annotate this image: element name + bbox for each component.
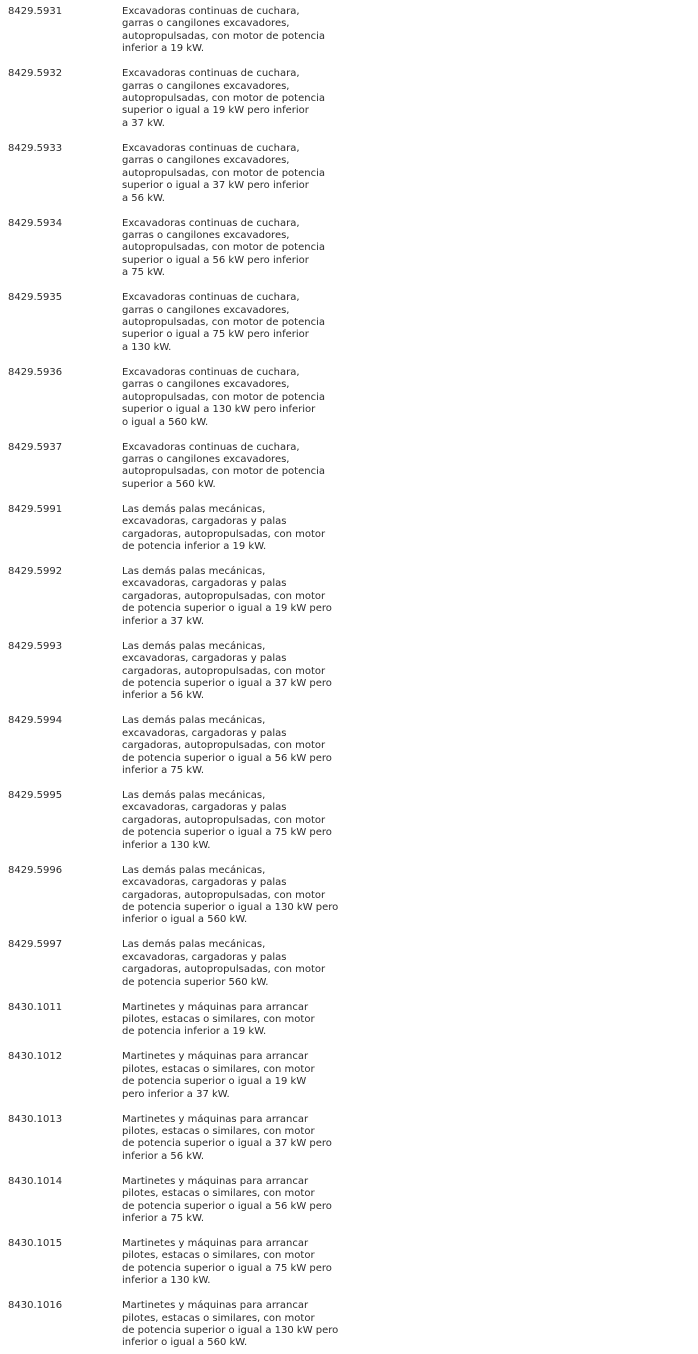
description-line: inferior a 130 kW. (122, 839, 211, 851)
table-row (8, 865, 698, 940)
description-line: cargadoras, autopropulsadas, con motor (122, 814, 326, 826)
tariff-code: 8429.5932 (8, 68, 63, 80)
tariff-description (122, 442, 382, 492)
tariff-code: 8430.1016 (8, 1300, 63, 1312)
description-line: de potencia superior o igual a 130 kW pero (122, 901, 339, 913)
table-row (8, 292, 698, 367)
table-row (8, 1051, 698, 1113)
tariff-description (122, 68, 382, 130)
description-line: superior o igual a 56 kW pero inferior (122, 254, 309, 266)
tariff-description (122, 1002, 382, 1039)
tariff-description (122, 504, 382, 554)
description-line: Excavadoras continuas de cuchara, (122, 292, 300, 304)
description-line: garras o cangilones excavadores, (122, 80, 290, 92)
description-line: autopropulsadas, con motor de potencia (122, 242, 325, 254)
tariff-code: 8429.5933 (8, 142, 63, 154)
tariff-description (122, 1300, 382, 1350)
table-row (8, 6, 698, 68)
table-row (8, 1176, 698, 1238)
description-line: excavadoras, cargadoras y palas (122, 877, 287, 889)
description-line: inferior a 19 kW. (122, 43, 205, 55)
description-line: autopropulsadas, con motor de potencia (122, 391, 325, 403)
table-row (8, 1300, 698, 1350)
description-line: cargadoras, autopropulsadas, con motor (122, 889, 326, 901)
table-row (8, 715, 698, 790)
description-line: autopropulsadas, con motor de potencia (122, 317, 325, 329)
description-line: de potencia superior o igual a 56 kW pero (122, 752, 332, 764)
tariff-code: 8429.5937 (8, 441, 63, 453)
description-line: Excavadoras continuas de cuchara, (122, 6, 300, 17)
tariff-code: 8429.5991 (8, 503, 63, 515)
description-line: superior o igual a 19 kW pero inferior (122, 105, 309, 117)
tariff-description (122, 1051, 382, 1101)
description-line: pilotes, estacas o similares, con motor (122, 1312, 315, 1324)
description-line: de potencia superior 560 kW. (122, 976, 269, 988)
description-line: inferior a 75 kW. (122, 765, 205, 776)
description-line: excavadoras, cargadoras y palas (122, 951, 287, 963)
tariff-description (122, 292, 382, 354)
description-line: Las demás palas mecánicas, (122, 640, 266, 652)
description-line: inferior o igual a 560 kW. (122, 1337, 248, 1349)
description-line: garras o cangilones excavadores, (122, 155, 290, 167)
tariff-code: 8430.1015 (8, 1237, 63, 1249)
description-line: pilotes, estacas o similares, con motor (122, 1250, 315, 1262)
tariff-code: 8429.5935 (8, 292, 63, 304)
description-line: a 75 kW. (122, 267, 165, 279)
description-line: pilotes, estacas o similares, con motor (122, 1014, 315, 1026)
description-line: de potencia superior o igual a 37 kW pero (122, 1138, 332, 1150)
tariff-code: 8429.5931 (8, 6, 63, 17)
description-line: pilotes, estacas o similares, con motor (122, 1188, 315, 1200)
description-line: inferior a 75 kW. (122, 1213, 205, 1225)
tariff-code: 8430.1013 (8, 1113, 63, 1125)
description-line: cargadoras, autopropulsadas, con motor (122, 590, 326, 602)
description-line: de potencia superior o igual a 19 kW (122, 1076, 307, 1088)
description-line: Excavadoras continuas de cuchara, (122, 217, 300, 229)
description-line: Martinetes y máquinas para arrancar (122, 1237, 309, 1249)
description-line: Las demás palas mecánicas, (122, 566, 266, 577)
description-line: autopropulsadas, con motor de potencia (122, 466, 325, 478)
description-line: pilotes, estacas o similares, con motor (122, 1126, 315, 1138)
description-line: pilotes, estacas o similares, con motor (122, 1063, 315, 1075)
description-line: cargadoras, autopropulsadas, con motor (122, 665, 326, 677)
description-line: de potencia superior o igual a 37 kW pero (122, 677, 332, 689)
tariff-code: 8429.5993 (8, 640, 63, 652)
description-line: autopropulsadas, con motor de potencia (122, 167, 325, 179)
description-line: Excavadoras continuas de cuchara, (122, 68, 300, 80)
tariff-list (0, 6, 698, 1350)
description-line: o igual a 560 kW. (122, 416, 209, 428)
table-row (8, 367, 698, 442)
description-line: garras o cangilones excavadores, (122, 229, 290, 241)
table-row (8, 442, 698, 504)
table-row (8, 790, 698, 865)
description-line: superior o igual a 75 kW pero inferior (122, 329, 309, 341)
description-line: Las demás palas mecánicas, (122, 715, 266, 727)
description-line: de potencia inferior a 19 kW. (122, 541, 267, 553)
table-row (8, 68, 698, 143)
description-line: autopropulsadas, con motor de potencia (122, 30, 325, 42)
description-line: de potencia superior o igual a 19 kW pero (122, 603, 332, 615)
description-line: inferior o igual a 560 kW. (122, 914, 248, 926)
tariff-description (122, 641, 382, 703)
description-line: Las demás palas mecánicas, (122, 790, 266, 802)
description-line: inferior a 37 kW. (122, 615, 205, 627)
description-line: excavadoras, cargadoras y palas (122, 727, 287, 739)
description-line: excavadoras, cargadoras y palas (122, 653, 287, 665)
tariff-code: 8430.1011 (8, 1001, 63, 1013)
table-row (8, 1002, 698, 1052)
table-row (8, 218, 698, 293)
tariff-description (122, 1238, 382, 1288)
tariff-description (122, 865, 382, 927)
description-line: garras o cangilones excavadores, (122, 18, 290, 30)
description-line: excavadoras, cargadoras y palas (122, 516, 287, 528)
table-row (8, 1238, 698, 1300)
description-line: de potencia superior o igual a 130 kW pero (122, 1324, 339, 1336)
table-row (8, 1114, 698, 1176)
description-line: de potencia superior o igual a 75 kW pero (122, 1262, 332, 1274)
description-line: garras o cangilones excavadores, (122, 379, 290, 391)
description-line: Excavadoras continuas de cuchara, (122, 366, 300, 378)
table-row (8, 641, 698, 716)
description-line: Martinetes y máquinas para arrancar (122, 1001, 309, 1013)
description-line: superior a 560 kW. (122, 478, 216, 490)
table-row (8, 504, 698, 566)
description-line: a 37 kW. (122, 117, 165, 129)
tariff-code: 8429.5997 (8, 939, 63, 951)
description-line: inferior a 130 kW. (122, 1275, 211, 1287)
tariff-description (122, 790, 382, 852)
description-line: Martinetes y máquinas para arrancar (122, 1051, 309, 1063)
tariff-description (122, 6, 382, 56)
description-line: excavadoras, cargadoras y palas (122, 802, 287, 814)
table-row (8, 566, 698, 641)
description-line: de potencia superior o igual a 75 kW pero (122, 827, 332, 839)
description-line: Las demás palas mecánicas, (122, 503, 266, 515)
description-line: cargadoras, autopropulsadas, con motor (122, 740, 326, 752)
description-line: pero inferior a 37 kW. (122, 1088, 230, 1100)
tariff-description (122, 367, 382, 429)
description-line: cargadoras, autopropulsadas, con motor (122, 964, 326, 976)
description-line: a 56 kW. (122, 192, 165, 204)
tariff-description (122, 1176, 382, 1226)
description-line: de potencia inferior a 19 kW. (122, 1026, 267, 1038)
tariff-description (122, 143, 382, 205)
description-line: Martinetes y máquinas para arrancar (122, 1113, 309, 1125)
description-line: excavadoras, cargadoras y palas (122, 578, 287, 590)
description-line: inferior a 56 kW. (122, 690, 205, 702)
table-row (8, 143, 698, 218)
tariff-code: 8429.5994 (8, 715, 63, 727)
description-line: superior o igual a 37 kW pero inferior (122, 180, 309, 192)
table-row (8, 939, 698, 1001)
description-line: Excavadoras continuas de cuchara, (122, 142, 300, 154)
tariff-code: 8429.5936 (8, 366, 63, 378)
tariff-code: 8429.5992 (8, 566, 63, 577)
description-line: Excavadoras continuas de cuchara, (122, 441, 300, 453)
tariff-description (122, 566, 382, 628)
description-line: Las demás palas mecánicas, (122, 939, 266, 951)
tariff-code: 8429.5996 (8, 864, 63, 876)
description-line: cargadoras, autopropulsadas, con motor (122, 528, 326, 540)
description-line: garras o cangilones excavadores, (122, 304, 290, 316)
tariff-description (122, 1114, 382, 1164)
tariff-description (122, 939, 382, 989)
tariff-code: 8430.1014 (8, 1175, 63, 1187)
description-line: inferior a 56 kW. (122, 1150, 205, 1162)
tariff-description (122, 715, 382, 777)
description-line: Las demás palas mecánicas, (122, 864, 266, 876)
description-line: a 130 kW. (122, 341, 172, 353)
tariff-code: 8429.5995 (8, 790, 63, 802)
description-line: autopropulsadas, con motor de potencia (122, 93, 325, 104)
tariff-description (122, 218, 382, 280)
tariff-code: 8429.5934 (8, 217, 63, 229)
description-line: Martinetes y máquinas para arrancar (122, 1175, 309, 1187)
description-line: superior o igual a 130 kW pero inferior (122, 404, 316, 416)
description-line: Martinetes y máquinas para arrancar (122, 1300, 309, 1312)
description-line: de potencia superior o igual a 56 kW pero (122, 1200, 332, 1212)
tariff-code: 8430.1012 (8, 1051, 63, 1063)
description-line: garras o cangilones excavadores, (122, 454, 290, 466)
